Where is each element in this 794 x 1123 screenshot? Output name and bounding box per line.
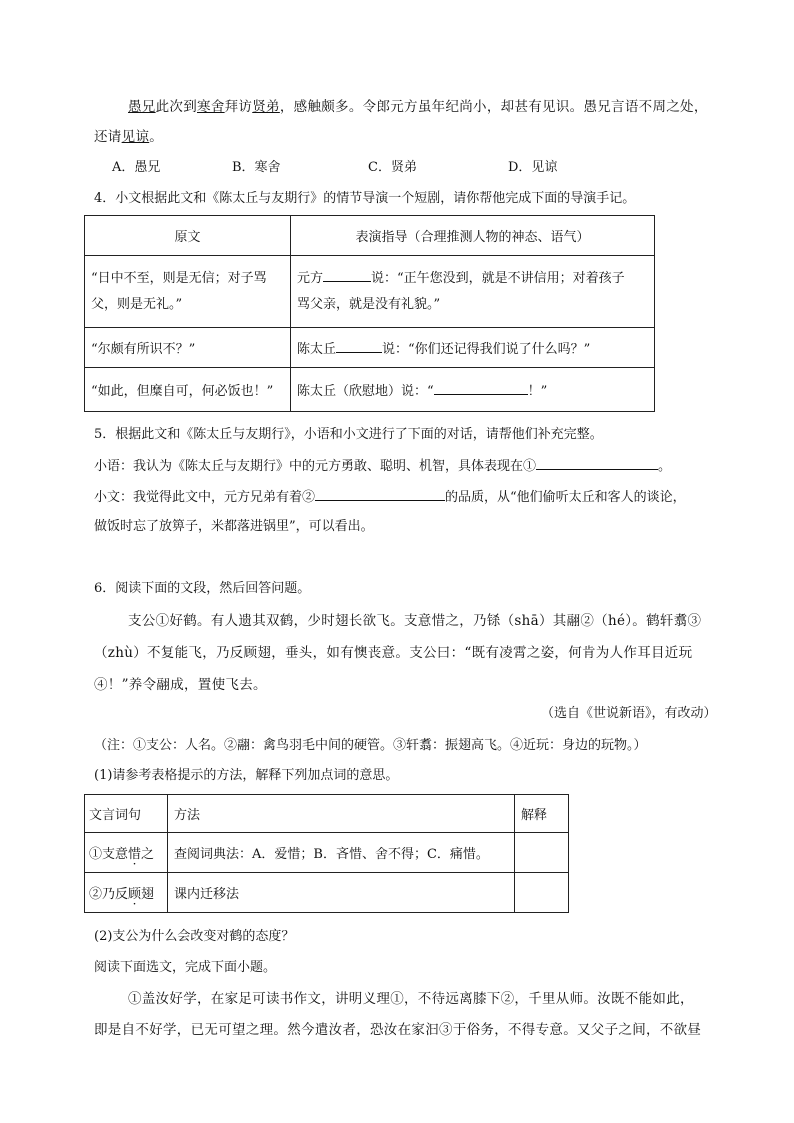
q6-row2-answer[interactable] [515, 873, 569, 913]
q6-header-method: 方法 [168, 795, 515, 833]
q4-header-guide: 表演指导（合理推测人物的神态、语气） [291, 216, 655, 256]
table-row [85, 256, 655, 328]
q4-row2-blank[interactable] [336, 340, 382, 353]
q4-row2-original: “尔颇有所识不？” [85, 328, 291, 368]
q4-row3-original: “如此，但糜自可，何必饭也！” [85, 368, 291, 412]
q6-source: （选自《世说新语》，有改动） [541, 706, 717, 721]
q6-row2-phrase: ②乃反顾翅 [85, 873, 168, 913]
q5-blank-1[interactable] [536, 457, 658, 470]
q6-header-answer: 解释 [515, 795, 569, 833]
q6-notes: （注：①支公：人名。②翮：禽鸟羽毛中间的硬管。③轩翥：振翅高飞。④近玩：身边的玩物。） [94, 738, 647, 753]
q6-passage-line-1: 支公①好鹤。有人遗其双鹤，少时翅长欲飞。支意惜之，乃铩（shā）其翮②（hé）。鹤轩翥③ [128, 613, 702, 629]
table-row [85, 328, 655, 368]
q4-row2-guide: 陈太丘 说：“你们还记得我们说了什么吗？” [291, 328, 655, 368]
table-row [85, 368, 655, 412]
q4-stem: 4．小文根据此文和《陈太丘与友期行》的情节导演一个短剧，请你帮他完成下面的导演手记。 [94, 191, 636, 206]
q6-row1-method: 查阅词典法：A．爱惜；B．吝惜、舍不得；C．痛惜。 [168, 833, 515, 873]
q3-paragraph-line-1: 愚兄此次到寒舍拜访贤弟，感触颇多。令郎元方虽年纪尚小，却甚有见识。愚兄言语不周之处， [128, 99, 708, 115]
table-row [85, 833, 569, 873]
next-stem: 阅读下面选文，完成下面小题。 [94, 960, 277, 975]
q4-row1-blank[interactable] [323, 269, 371, 282]
q6-sub1: (1)请参考表格提示的方法，解释下列加点词的意思。 [94, 768, 399, 783]
next-passage-line-2: 即是自不好学，已无可望之理。然今遣汝者，恐汝在家汩③于俗务，不得专意。又父子之间，不欲昼 [94, 1022, 702, 1038]
q5-xiaowen-line: 小文：我觉得此文中，元方兄弟有着② 的品质，从“他们偷听太丘和客人的谈论， [94, 490, 686, 505]
q6-row1-phrase: ①支意惜之 [85, 833, 168, 873]
q6-header-phrase: 文言词句 [85, 795, 168, 833]
q4-header-original: 原文 [85, 216, 291, 256]
q5-blank-2[interactable] [315, 488, 445, 501]
table-row [85, 873, 569, 913]
q3-paragraph-line-2: 还请见谅。 [94, 129, 164, 145]
q4-row3-blank[interactable] [434, 382, 528, 395]
q3-option-b: B．寒舍 [232, 160, 281, 175]
q6-stem: 6．阅读下面的文段，然后回答问题。 [94, 581, 311, 596]
q5-xiaowen-line-2: 做饭时忘了放箅子，米都落进锅里”，可以看出。 [94, 519, 374, 534]
q6-passage-line-3: ④！”养令翮成，置使飞去。 [94, 677, 267, 693]
next-passage-line-1: ①盖汝好学，在家足可读书作文，讲明义理①，不待远离膝下②，千里从师。汝既不能如此， [128, 991, 694, 1007]
q3-option-c: C．贤弟 [368, 160, 417, 175]
q6-passage-line-2: （zhù）不复能飞，乃反顾翅，垂头，如有懊丧意。支公曰：“既有凌霄之姿，何肯为人作耳目近玩 [94, 645, 693, 661]
q6-row1-answer[interactable] [515, 833, 569, 873]
q4-row1-guide: 元方 说：“正午您没到，就是不讲信用；对着孩子 骂父亲，就是没有礼貌。” [291, 256, 655, 328]
q3-option-a: A．愚兄 [112, 160, 161, 175]
q6-row2-method: 课内迁移法 [168, 873, 515, 913]
q6-sub2: (2)支公为什么会改变对鹤的态度？ [94, 929, 295, 944]
q4-row3-guide: 陈太丘（欣慰地）说：“ ！” [291, 368, 655, 412]
q4-director-table [84, 215, 655, 412]
q3-option-d: D．见谅 [508, 160, 558, 175]
q5-stem: 5．根据此文和《陈太丘与友期行》，小语和小文进行了下面的对话，请帮他们补充完整。 [94, 427, 603, 442]
q4-row1-original: “日中不至，则是无信；对子骂 父，则是无礼。” [85, 256, 291, 328]
q6-word-table [84, 794, 569, 913]
q5-xiaoyu-line: 小语：我认为《陈太丘与友期行》中的元方勇敢、聪明、机智，具体表现在① 。 [94, 459, 672, 474]
